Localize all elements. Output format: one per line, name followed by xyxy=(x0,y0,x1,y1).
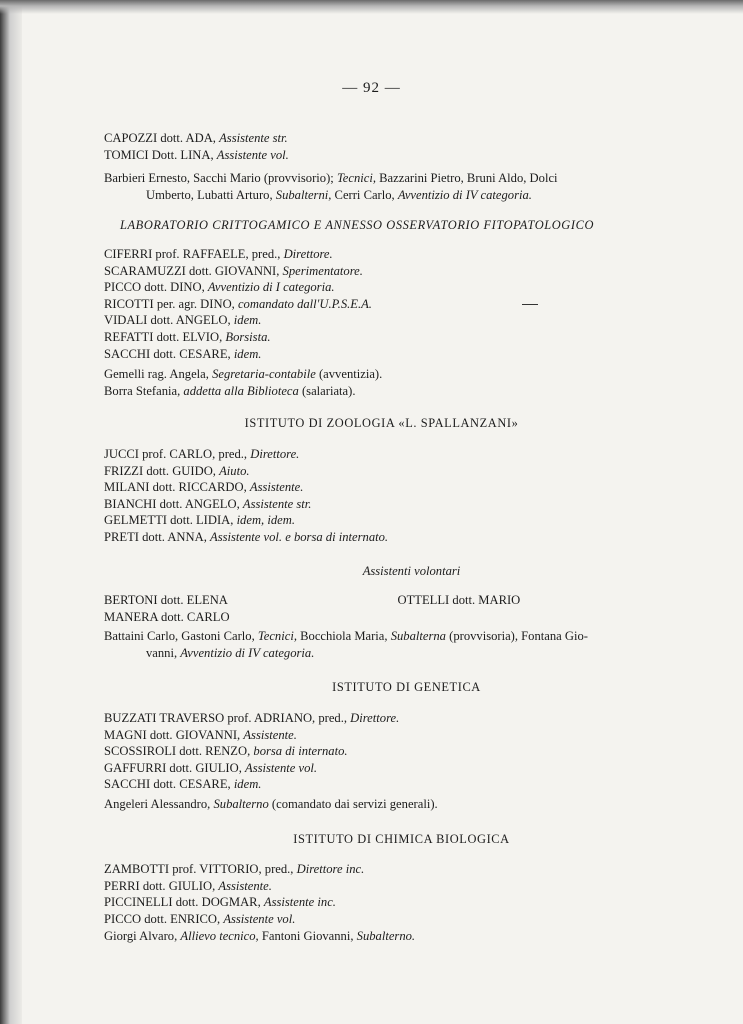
entry-line: PICCO dott. DINO, Avventizio di I categoria. xyxy=(104,280,335,295)
book-binding-edge xyxy=(0,0,22,1024)
entry-line: PICCINELLI dott. DOGMAR, Assistente inc. xyxy=(104,895,336,910)
entry-line: PERRI dott. GIULIO, Assistente. xyxy=(104,878,272,893)
volontari-right: OTTELLI dott. MARIO xyxy=(397,593,521,608)
entry-line: CIFERRI prof. RAFFAELE, pred., Direttore. xyxy=(104,246,333,261)
entry-line: GELMETTI dott. LIDIA, idem, idem. xyxy=(104,513,295,528)
page-number: — 92 — xyxy=(342,80,401,96)
entry-line: JUCCI prof. CARLO, pred., Direttore. xyxy=(104,446,300,461)
entry-line: SCARAMUZZI dott. GIOVANNI, Sperimentatore. xyxy=(104,263,363,278)
volontari-left: BERTONI dott. ELENA MANERA dott. CARLO xyxy=(104,593,230,624)
entry-line: SCOSSIROLI dott. RENZO, borsa di internato. xyxy=(104,744,348,759)
section-heading-crittogamico: LABORATORIO CRITTOGAMICO E ANNESSO OSSERVATORIO FITOPATOLOGICO xyxy=(120,218,594,233)
staff-paragraph: Battaini Carlo, Gastoni Carlo, Tecnici, Bocchiola Maria, Subalterna (provvisoria), Fontana Gio- vanni, Avventizio di IV categoria. xyxy=(104,629,588,660)
volontari-columns xyxy=(104,592,659,625)
entry-line: VIDALI dott. ANGELO, idem. xyxy=(104,313,262,328)
entry-line: SACCHI dott. CESARE, idem. xyxy=(104,346,262,361)
entry-line: MAGNI dott. GIOVANNI, Assistente. xyxy=(104,727,297,742)
scan-top-edge xyxy=(0,0,743,14)
section-heading-chimica: ISTITUTO DI CHIMICA BIOLOGICA xyxy=(293,831,510,846)
entry-line: Giorgi Alvaro, Allievo tecnico, Fantoni Giovanni, Subalterno. xyxy=(104,928,416,943)
entry-line: REFATTI dott. ELVIO, Borsista. xyxy=(104,329,271,344)
entry-line: GAFFURRI dott. GIULIO, Assistente vol. xyxy=(104,760,318,775)
entry-line: ZAMBOTTI prof. VITTORIO, pred., Direttore inc. xyxy=(104,862,365,877)
entry-line: Gemelli rag. Angela, Segretaria-contabile (avventizia). xyxy=(104,367,383,382)
entry-line: Angeleri Alessandro, Subalterno (comandato dai servizi generali). xyxy=(104,797,438,811)
entry-line: BIANCHI dott. ANGELO, Assistente str. xyxy=(104,496,312,511)
entry-line: SACCHI dott. CESARE, idem. xyxy=(104,777,262,792)
section-heading-zoologia: ISTITUTO DI ZOOLOGIA «L. SPALLANZANI» xyxy=(244,416,519,431)
entry-line: MILANI dott. RICCARDO, Assistente. xyxy=(104,480,304,495)
entry-line: CAPOZZI dott. ADA, Assistente str. xyxy=(104,131,288,145)
entry-line: PICCO dott. ENRICO, Assistente vol. xyxy=(104,911,296,926)
entry-line: BUZZATI TRAVERSO prof. ADRIANO, pred., Direttore. xyxy=(104,711,400,726)
subheading-assistenti-volontari: Assistenti volontari xyxy=(362,564,461,579)
staff-paragraph: Barbieri Ernesto, Sacchi Mario (provvisorio); Tecnici, Bazzarini Pietro, Bruni Aldo, Dolci Umberto, Lubatti Arturo, Subalterni, Cerri Carlo, Avventizio di IV categoria. xyxy=(104,171,558,202)
entry-line: Borra Stefania, addetta alla Biblioteca (salariata). xyxy=(104,383,356,398)
entry-line: PRETI dott. ANNA, Assistente vol. e borsa di internato. xyxy=(104,529,389,544)
entry-line: TOMICI Dott. LINA, Assistente vol. xyxy=(104,147,289,162)
entry-line: RICOTTI per. agr. DINO, comandato dall'U.P.S.E.A. xyxy=(104,296,372,311)
entry-line: FRIZZI dott. GUIDO, Aiuto. xyxy=(104,463,250,478)
page-body xyxy=(104,130,659,944)
section-heading-genetica: ISTITUTO DI GENETICA xyxy=(332,680,481,695)
